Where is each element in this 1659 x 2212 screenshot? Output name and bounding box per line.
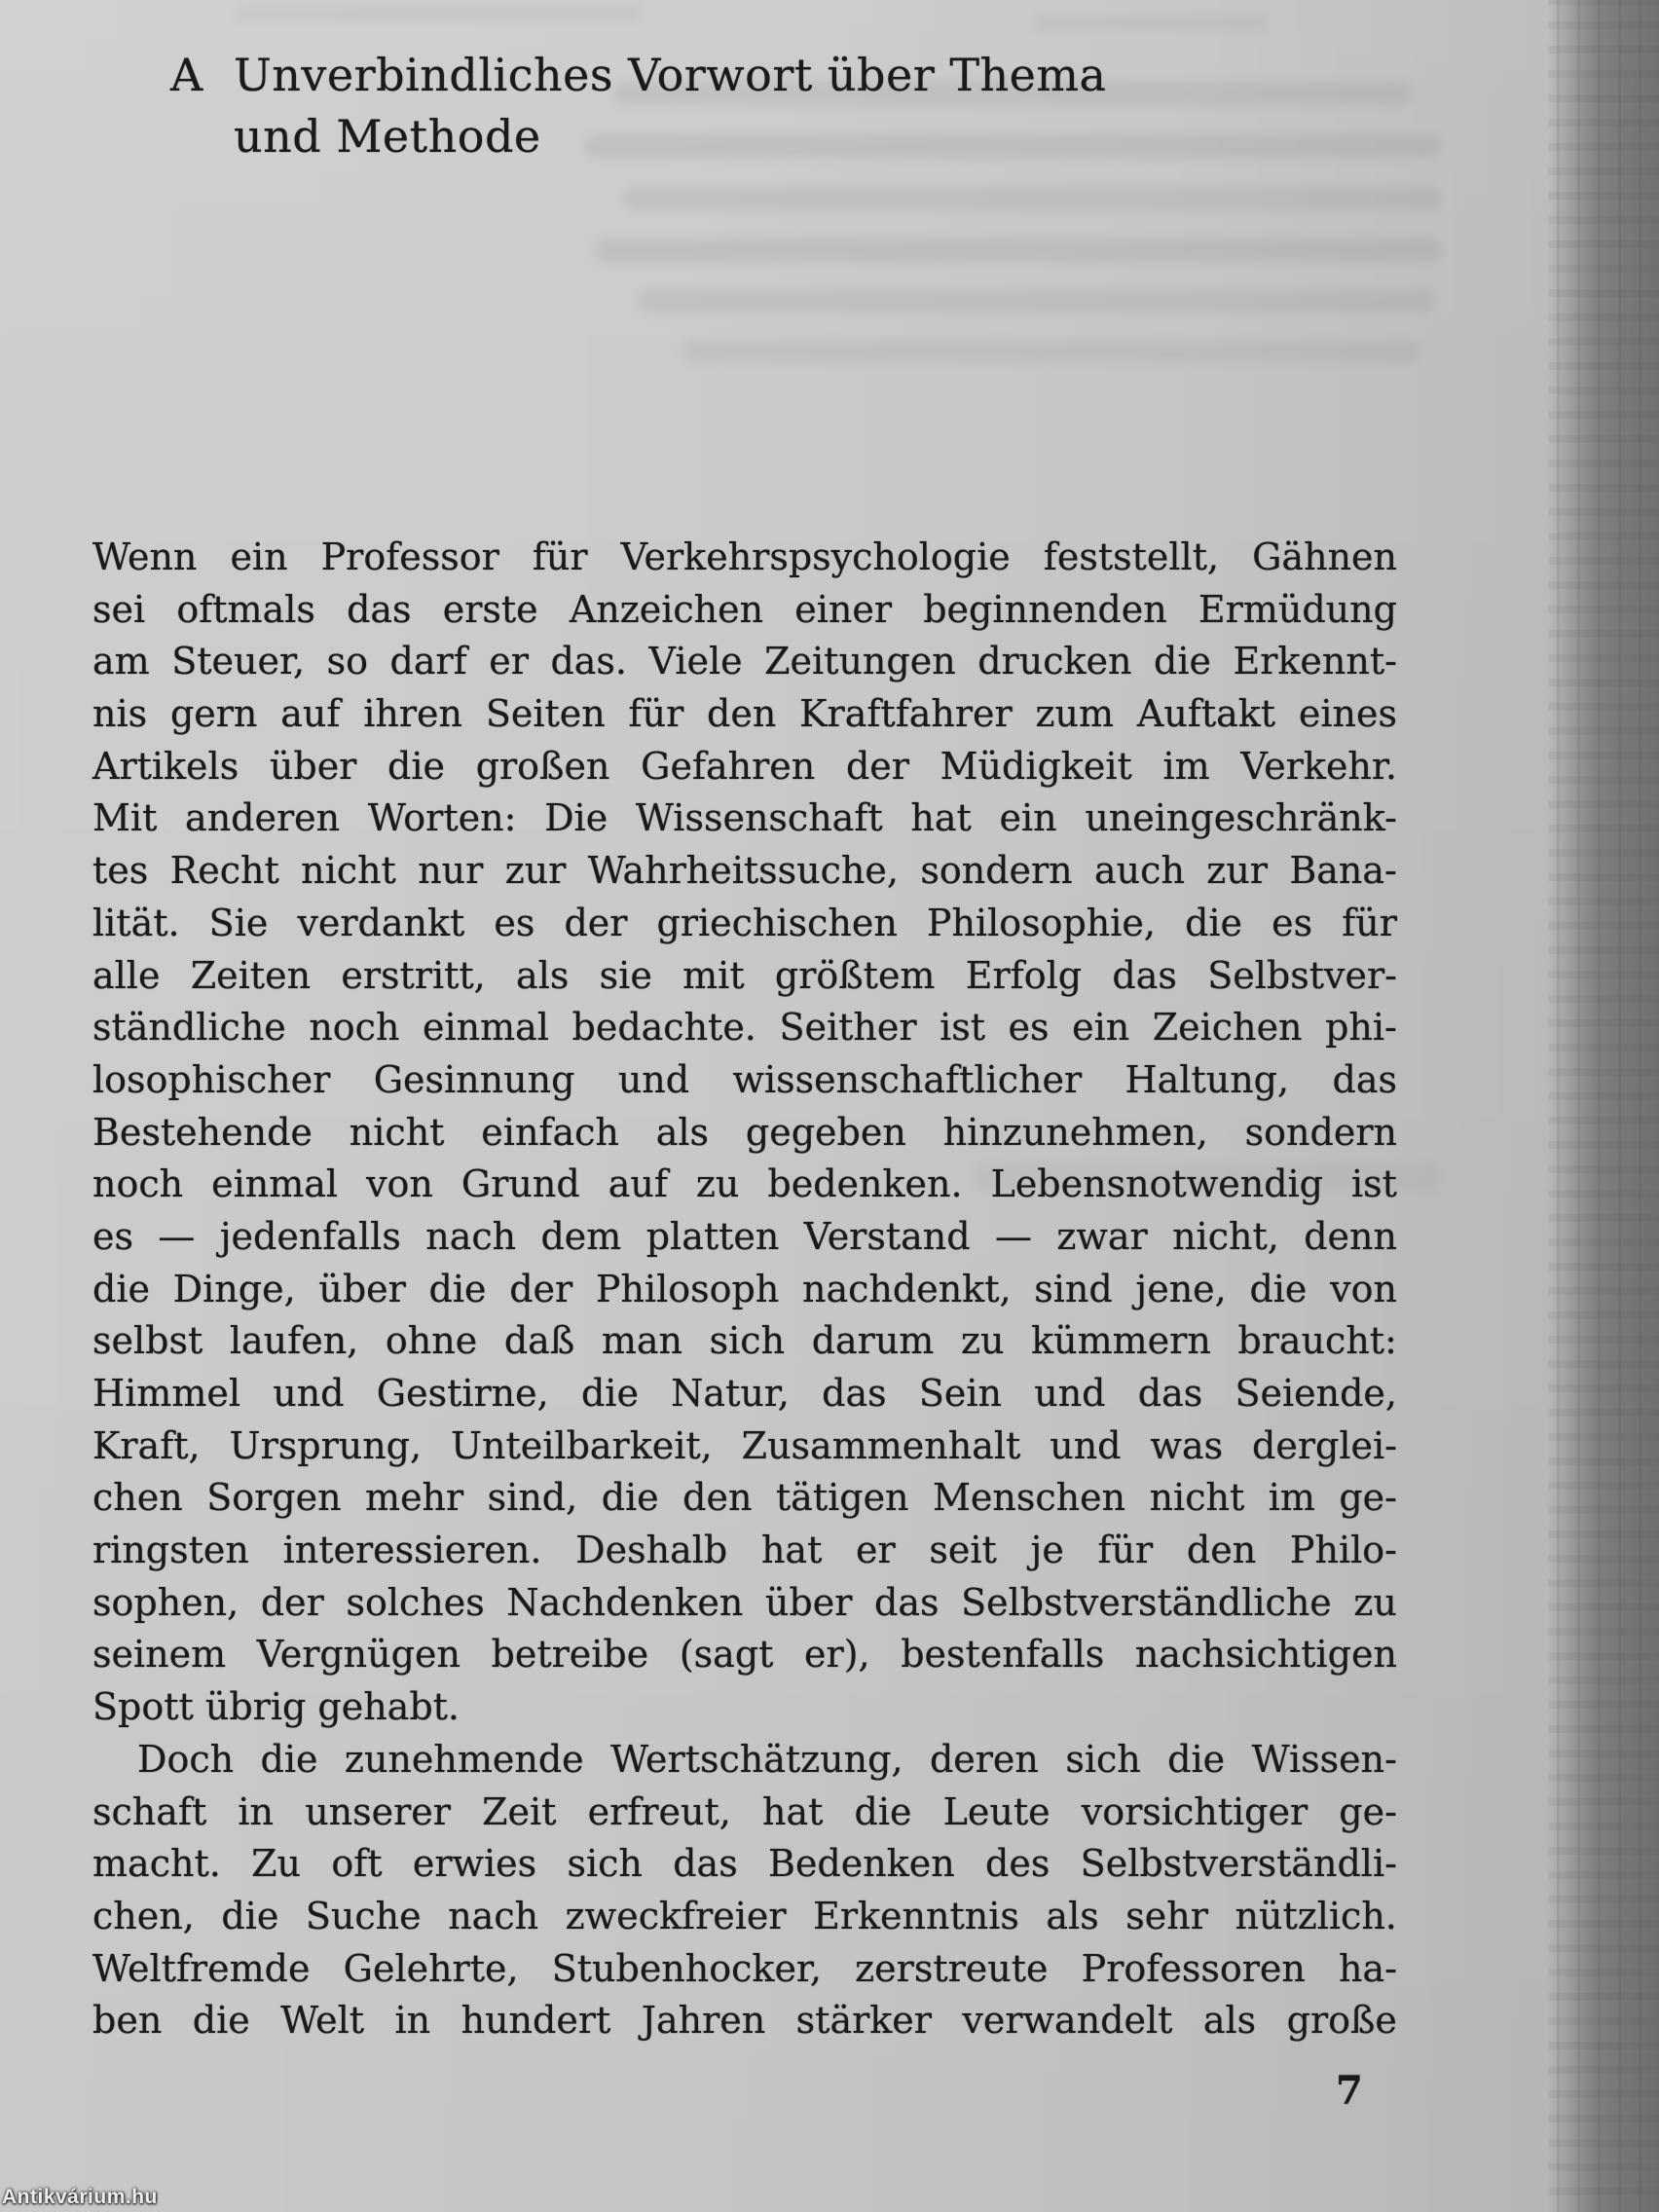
text-line: nis gern auf ihren Seiten für den Kraftfahrer zum Auftakt eines — [92, 692, 1397, 736]
watermark: Antikvárium.hu — [2, 2186, 158, 2208]
text-line: Artikels über die großen Gefahren der Müdigkeit im Verkehr. — [92, 744, 1397, 788]
text-line: noch einmal von Grund auf zu bedenken. Lebensnotwendig ist — [92, 1162, 1397, 1206]
text-line: lität. Sie verdankt es der griechischen Philosophie, die es für — [92, 901, 1397, 944]
text-line: sophen, der solches Nachdenken über das Selbstverständliche zu — [92, 1580, 1397, 1624]
text-line: Mit anderen Worten: Die Wissenschaft hat ein uneingeschränk- — [92, 796, 1397, 840]
body-text — [92, 532, 1397, 2047]
text-line: am Steuer, so darf er das. Viele Zeitungen drucken die Erkennt- — [92, 640, 1397, 683]
bleedthrough-ghost-line — [682, 341, 1421, 362]
bleedthrough-ghost-line — [234, 6, 643, 20]
text-line: macht. Zu oft erwies sich das Bedenken des Selbstverständli- — [92, 1842, 1397, 1886]
bleedthrough-ghost-line — [623, 187, 1441, 210]
chapter-heading — [170, 45, 1106, 167]
text-line: losophischer Gesinnung und wissenschaftlicher Haltung, das — [92, 1057, 1397, 1101]
text-line: chen Sorgen mehr sind, die den tätigen Menschen nicht im ge- — [92, 1476, 1397, 1520]
bleedthrough-ghost-line — [638, 290, 1436, 313]
bleedthrough-ghost-line — [1032, 16, 1266, 30]
chapter-label: A — [170, 49, 203, 101]
text-line: Weltfremde Gelehrte, Stubenhocker, zerstreute Professoren ha- — [92, 1946, 1397, 1990]
text-line: alle Zeiten erstritt, als sie mit größtem Erfolg das Selbstver- — [92, 953, 1397, 997]
text-line: schaft in unserer Zeit erfreut, hat die Leute vorsichtiger ge- — [92, 1789, 1397, 1833]
text-line: sei oftmals das erste Anzeichen einer beginnenden Ermüdung — [92, 587, 1397, 631]
bleedthrough-ghost-line — [594, 239, 1441, 262]
page-number: 7 — [1336, 2068, 1363, 2114]
page-edge-shadow — [1548, 0, 1659, 2212]
text-line: ben die Welt in hundert Jahren stärker verwandelt als große — [92, 1999, 1397, 2043]
text-line: chen, die Suche nach zweckfreier Erkenntnis als sehr nützlich. — [92, 1894, 1397, 1937]
text-line: selbst laufen, ohne daß man sich darum zu kümmern braucht: — [92, 1319, 1397, 1363]
text-line: ringsten interessieren. Deshalb hat er seit je für den Philo- — [92, 1529, 1397, 1572]
text-line: es — jedenfalls nach dem platten Verstand — zwar nicht, denn — [92, 1214, 1397, 1258]
text-line: Himmel und Gestirne, die Natur, das Sein und das Seiende, — [92, 1372, 1397, 1415]
text-line: ständliche noch einmal bedachte. Seither ist es ein Zeichen phi- — [92, 1006, 1397, 1050]
chapter-title — [234, 45, 1106, 167]
chapter-title-line2: und Methode — [234, 110, 541, 163]
text-line: tes Recht nicht nur zur Wahrheitssuche, sondern auch zur Bana- — [92, 849, 1397, 893]
text-line: seinem Vergnügen betreibe (sagt er), bestenfalls nachsichtigen — [92, 1633, 1397, 1677]
paragraph — [92, 1734, 1397, 2047]
text-line: Bestehende nicht einfach als gegeben hinzunehmen, sondern — [92, 1110, 1397, 1154]
text-line: Doch die zunehmende Wertschätzung, deren sich die Wissen- — [137, 1737, 1397, 1781]
text-line: Wenn ein Professor für Verkehrspsychologie feststellt, Gähnen — [92, 535, 1397, 578]
text-line: Spott übrig gehabt. — [92, 1685, 460, 1729]
chapter-title-line1: Unverbindliches Vorwort über Thema — [234, 49, 1107, 101]
text-line: Kraft, Ursprung, Unteilbarkeit, Zusammenhalt und was derglei- — [92, 1423, 1397, 1467]
paragraph — [92, 532, 1397, 1734]
text-line: die Dinge, über die der Philosoph nachdenkt, sind jene, die von — [92, 1267, 1397, 1310]
